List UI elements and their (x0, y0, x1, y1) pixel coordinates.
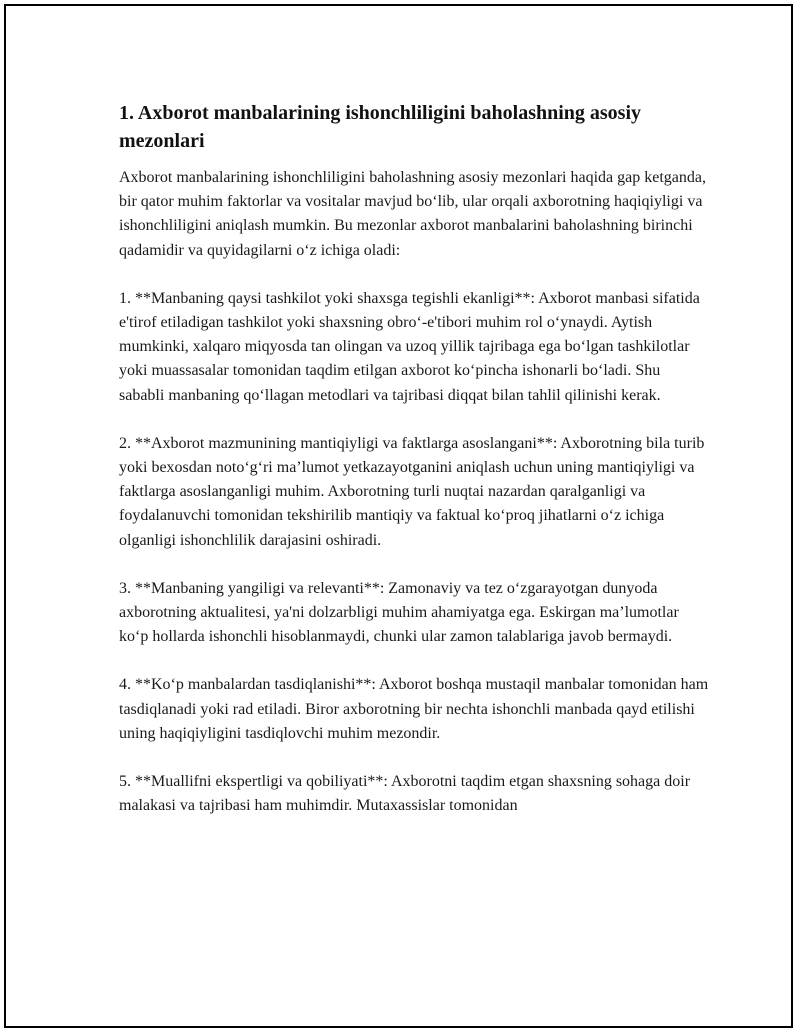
paragraph-criterion-1: 1. **Manbaning qaysi tashkilot yoki shaxsga tegishli ekanligi**: Axborot manbasi sifatida e'tirof etiladigan tashkilot yoki shaxsning obro‘-e'tibori muhim rol o‘ynaydi. Aytish mumkinki, xalqaro miqyosda tan olingan va uzoq yillik tajribaga ega bo‘lgan tashkilotlar yoki muassasalar tomonidan taqdim etilgan axborot ko‘pincha ishonarli bo‘ladi. Shu sababli manbaning qo‘llagan metodlari va tajribasi diqqat bilan tahlil qilinishi kerak. (119, 289, 700, 404)
paragraph-criterion-2: 2. **Axborot mazmunining mantiqiyligi va faktlarga asoslangani**: Axborotning bila turib yoki bexosdan noto‘g‘ri ma’lumot yetkazayotganini aniqlash uchun uning mantiqiyligi va faktlarga asoslanganligi muhim. Axborotning turli nuqtai nazardan qaralganligi va foydalanuvchi tomonidan tekshirilib mantiqiy va faktual ko‘proq jihatlarni o‘z ichiga olganligi ishonchlilik darajasini oshiradi. (119, 434, 705, 549)
paragraph-criterion-3: 3. **Manbaning yangiligi va relevanti**: Zamonaviy va tez o‘zgarayotgan dunyoda axborotning aktualitesi, ya'ni dolzarbligi muhim ahamiyatga ega. Eskirgan ma’lumotlar ko‘p hollarda ishonchli hisoblanmaydi, chunki ular zamon talablariga javob bermaydi. (119, 579, 679, 646)
page-frame (4, 4, 793, 1028)
paragraph-criterion-4: 4. **Ko‘p manbalardan tasdiqlanishi**: Axborot boshqa mustaqil manbalar tomonidan ham tasdiqlanadi yoki rad etiladi. Biror axborotning bir nechta ishonchli manbada qayd etilishi uning haqiqiyligini tasdiqlovchi muhim mezondir. (119, 676, 709, 742)
document-body (119, 99, 709, 842)
paragraph-criterion-5: 5. **Muallifni ekspertligi va qobiliyati**: Axborotni taqdim etgan shaxsning sohaga doir malakasi va tajribasi ham muhimdir. Mutaxassislar tomonidan (119, 773, 691, 815)
paragraph-intro: Axborot manbalarining ishonchliligini baholashning asosiy mezonlari haqida gap ketganda, bir qator muhim faktorlar va vositalar mavjud bo‘lib, ular orqali axborotning haqiqiyligi va ishonchliligini aniqlash mumkin. Bu mezonlar axborot manbalarini baholashning birinchi qadamidir va quyidagilarni o‘z ichiga oladi: (119, 169, 706, 259)
document-title: 1. Axborot manbalarining ishonchliligini baholashning asosiy mezonlari (119, 102, 642, 152)
